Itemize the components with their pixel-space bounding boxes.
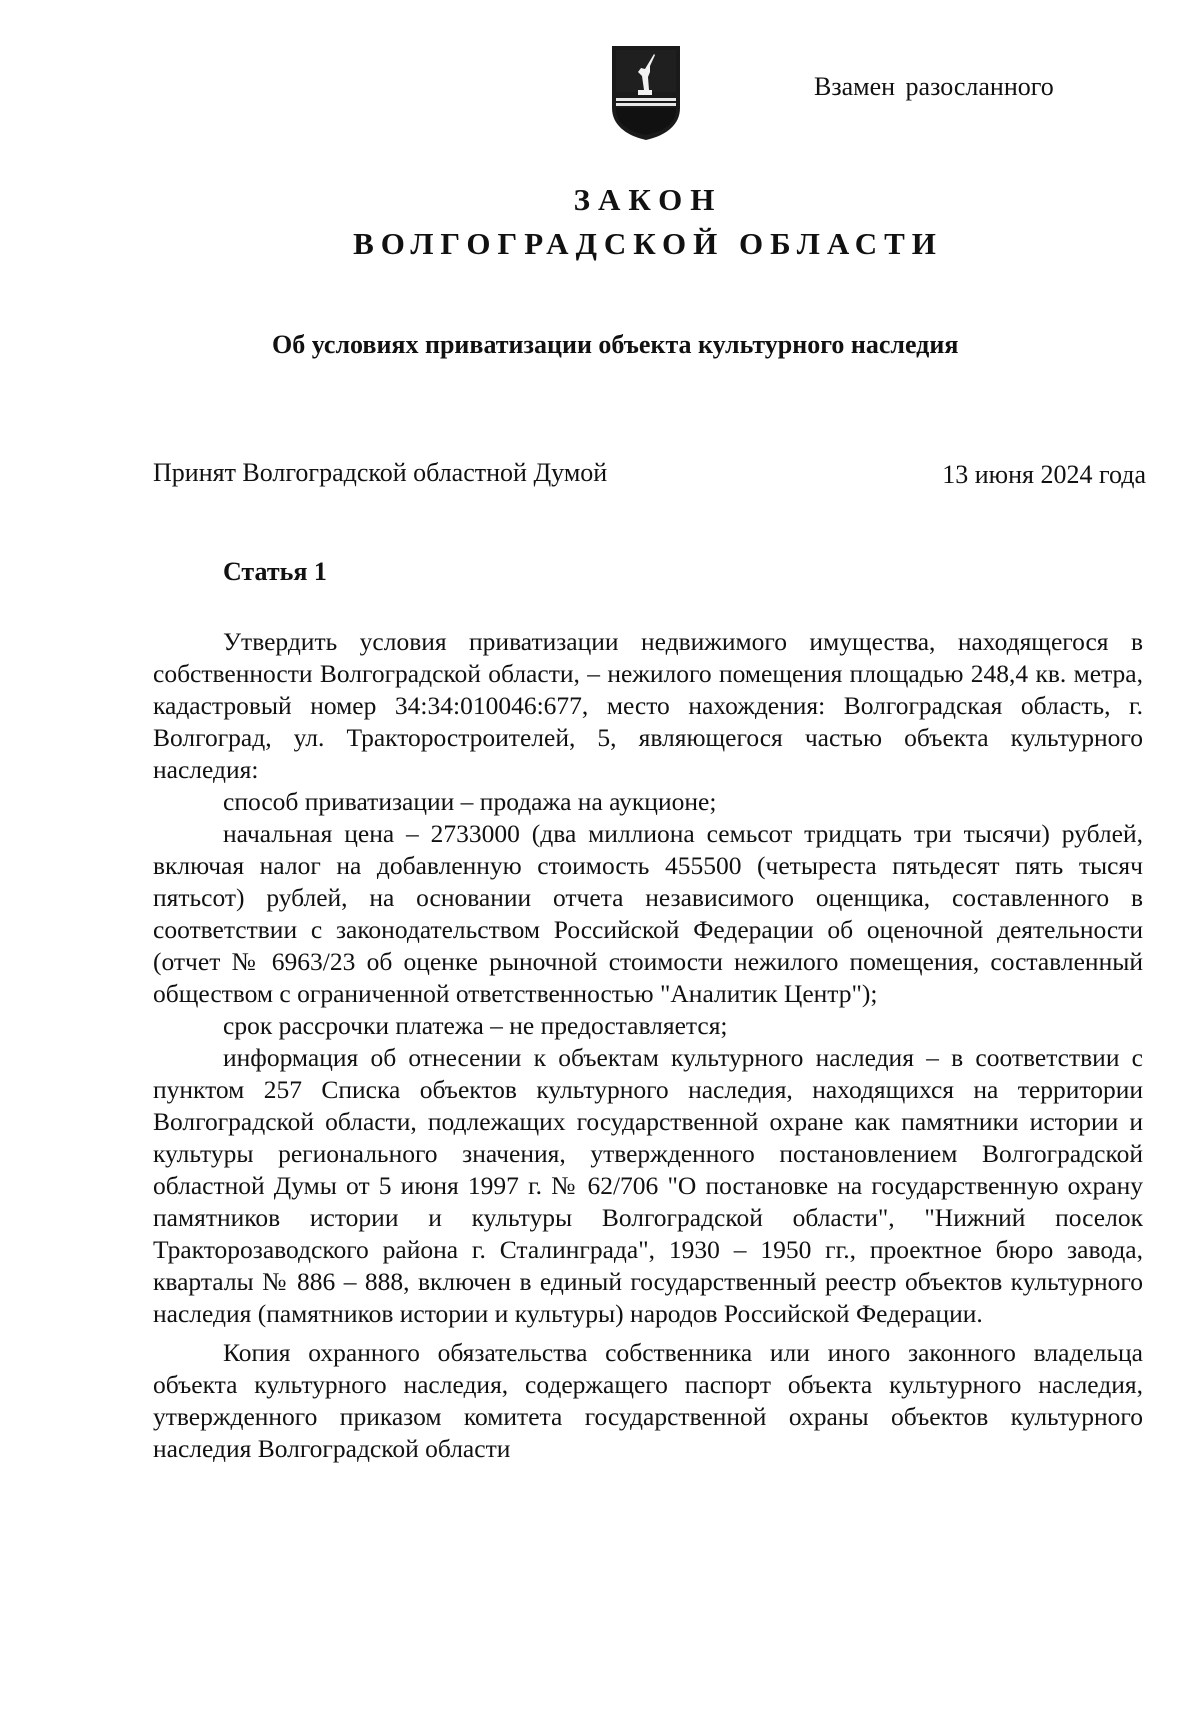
adoption-body: Принят Волгоградской областной Думой [153, 458, 608, 487]
article-body [153, 626, 1143, 1465]
volgograd-coat-of-arms-icon [608, 42, 684, 142]
law-subject: Об условиях приватизации объекта культурного наследия [272, 330, 959, 359]
article-paragraph: Копия охранного обязательства собственника или иного законного владельца объекта культурного наследия, содержащего паспорт объекта культурного наследия, утвержденного приказом комитета государственной охраны объектов культурного наследия Волгоградской области [153, 1338, 1143, 1463]
law-region-title: ВОЛГОГРАДСКОЙ ОБЛАСТИ [353, 226, 943, 261]
adoption-date: 13 июня 2024 года [942, 460, 1146, 489]
article-paragraph: начальная цена – 2733000 (два миллиона семьсот тридцать три тысячи) рублей, включая налог на добавленную стоимость 455500 (четыреста пятьдесят пять тысяч пятьсот) рублей, на основании отчета независимого оценщика, составленного в соответствии с законодательством Российской Федерации об оценочной деятельности (отчет № 6963/23 об оценке рыночной стоимости нежилого помещения, составленный обществом с ограниченной ответственностью "Аналитик Центр"); [153, 819, 1143, 1008]
replacement-note: Взамен разосланного [814, 72, 1054, 101]
article-paragraph: способ приватизации – продажа на аукционе; [223, 787, 717, 816]
article-heading: Статья 1 [223, 557, 327, 586]
law-title: ЗАКОН [573, 182, 723, 217]
article-paragraph: Утвердить условия приватизации недвижимого имущества, находящегося в собственности Волгоградской области, – нежилого помещения площадью 248,4 кв. метра, кадастровый номер 34:34:010046:677, место нахождения: Волгоградская область, г. Волгоград, ул. Тракторостроителей, 5, являющегося частью объекта культурного наследия: [153, 627, 1143, 784]
article-paragraph: информация об отнесении к объектам культурного наследия – в соответствии с пунктом 257 Списка объектов культурного наследия, находящихся на территории Волгоградской области, подлежащих государственной охране как памятники истории и культуры регионального значения, утвержденного постановлением Волгоградской областной Думы от 5 июня 1997 г. № 62/706 "О постановке на государственную охрану памятников истории и культуры Волгоградской области", "Нижний поселок Тракторозаводского района г. Сталинграда", 1930 – 1950 гг., проектное бюро завода, кварталы № 886 – 888, включен в единый государственный реестр объектов культурного наследия (памятников истории и культуры) народов Российской Федерации. [153, 1043, 1143, 1328]
article-paragraph: срок рассрочки платежа – не предоставляется; [223, 1011, 728, 1040]
